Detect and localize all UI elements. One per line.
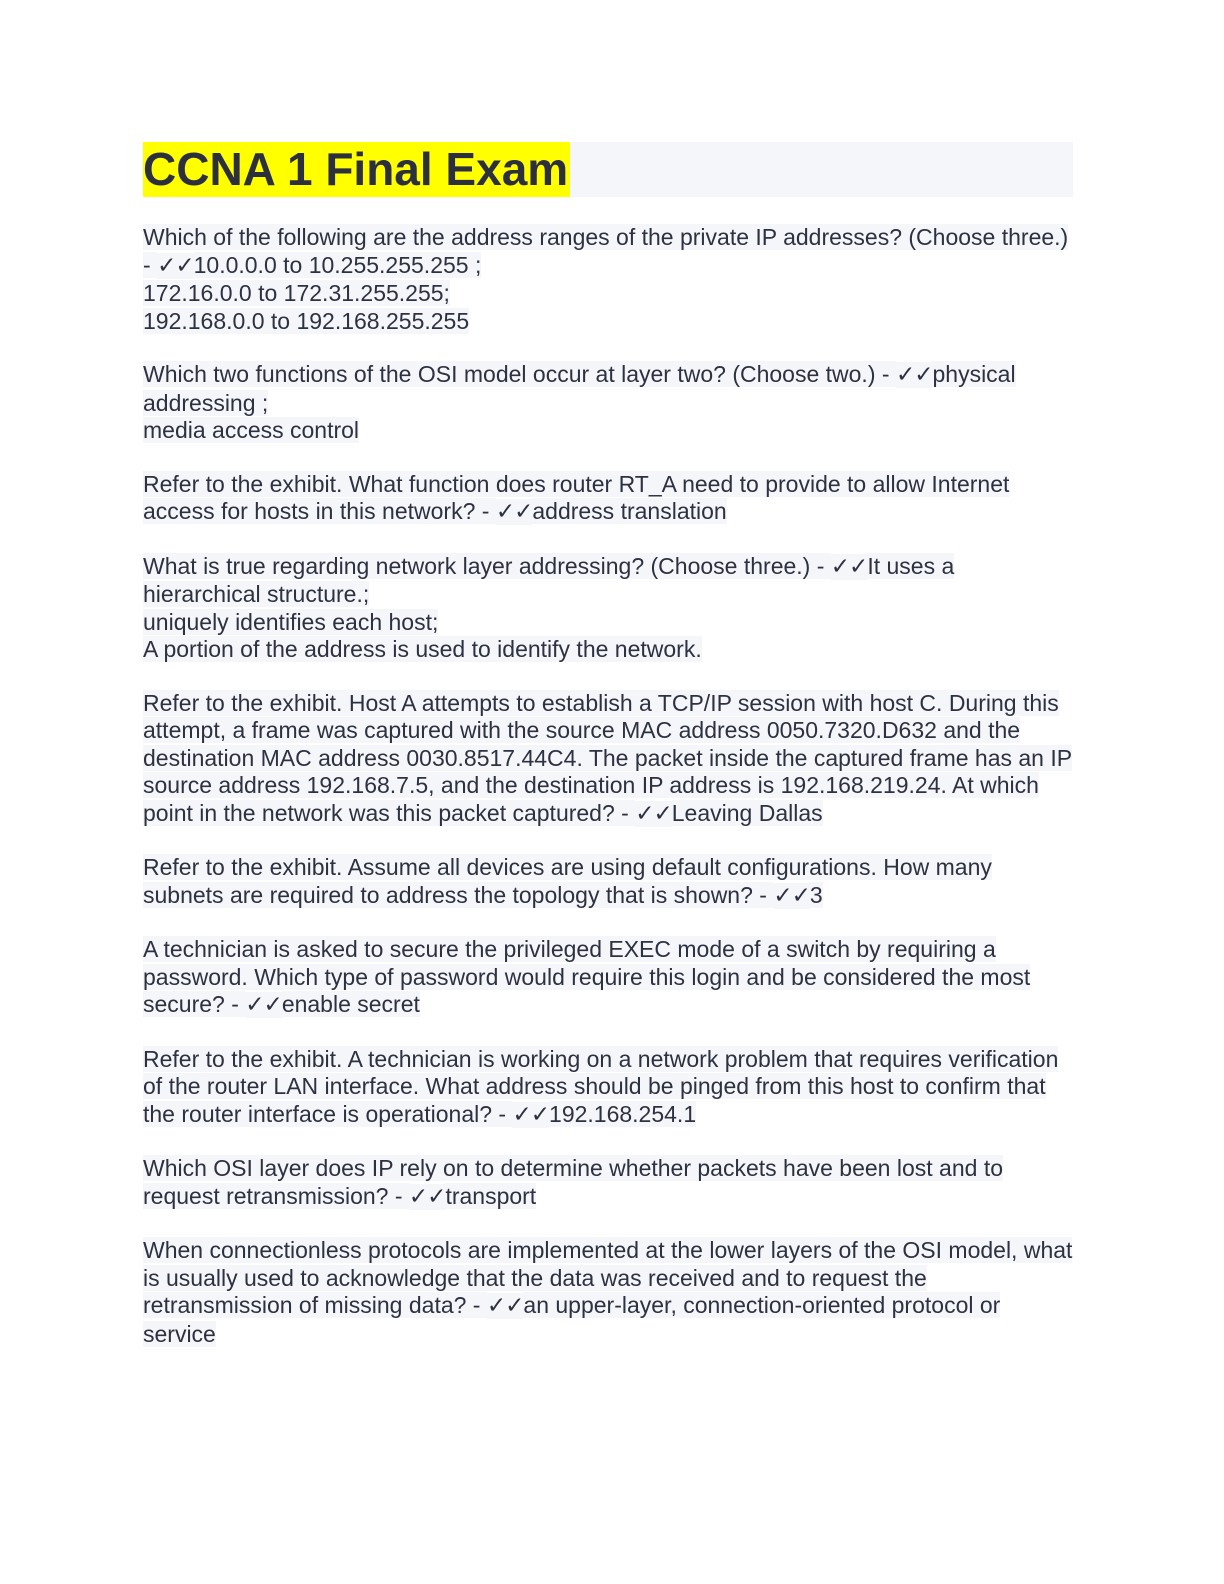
checkmark-icon: ✓✓ xyxy=(245,992,282,1018)
answer-text: 192.168.0.0 to 192.168.255.255 xyxy=(143,307,470,334)
page-title: CCNA 1 Final Exam xyxy=(143,143,569,195)
qa-list xyxy=(143,224,1073,1348)
checkmark-icon: ✓✓ xyxy=(895,362,933,388)
question-text: Which two functions of the OSI model occur at layer two? (Choose two.) - xyxy=(143,361,896,387)
qa-item xyxy=(143,690,1073,829)
checkmark-icon: ✓✓ xyxy=(408,1183,446,1210)
answer-text: Leaving Dallas xyxy=(671,799,823,826)
checkmark-icon: ✓✓ xyxy=(486,1293,524,1319)
qa-item xyxy=(143,1237,1073,1348)
question-text: Refer to the exhibit. A technician is working on a network problem that requires verification of the router LAN interface. What address should be pinged from this host to confirm that the router interface is operational? - xyxy=(143,1045,1059,1127)
answer-text: 3 xyxy=(809,881,823,908)
answer-text: 10.0.0.0 to 10.255.255.255 ; xyxy=(193,251,482,278)
question-text: Refer to the exhibit. What function does router RT_A need to provide to allow Internet access for hosts in this network? - xyxy=(143,470,1010,524)
answer-text: It uses a hierarchical structure.; xyxy=(143,552,955,607)
qa-item xyxy=(143,854,1073,910)
answer-text: physical addressing ; xyxy=(143,361,1016,416)
title-bar xyxy=(143,142,1073,197)
question-text: Refer to the exhibit. Assume all devices are using default configurations. How many subnets are required to address the topology that is shown? - xyxy=(143,854,992,908)
document-page xyxy=(143,142,1073,1374)
answer-text: 192.168.254.1 xyxy=(549,1100,697,1127)
qa-item xyxy=(143,1046,1073,1130)
checkmark-icon: ✓✓ xyxy=(157,252,194,279)
question-text: Which OSI layer does IP rely on to determine whether packets have been lost and to request retransmission? - xyxy=(143,1155,1003,1209)
checkmark-icon: ✓✓ xyxy=(495,499,533,525)
checkmark-icon: ✓✓ xyxy=(773,882,810,909)
question-text: Refer to the exhibit. Host A attempts to establish a TCP/IP session with host C. During this attempt, a frame was captured with the source MAC address 0050.7320.D632 and the destination MAC address 0030.8517.44C4. The packet inside the captured frame has an IP source address 192.168.7.5, and the destination IP address is 192.168.219.24. At which point in the network was this packet captured? - xyxy=(143,689,1073,826)
question-text: A technician is asked to secure the privileged EXEC mode of a switch by requiring a password. Which type of password would require this login and be considered the most secure? - xyxy=(143,936,1031,1017)
answer-text: enable secret xyxy=(281,991,420,1017)
question-text: When connectionless protocols are implemented at the lower layers of the OSI model, what is usually used to acknowledge that the data was received and to request the retransmission of missing data? - xyxy=(143,1237,1073,1318)
answer-text: 172.16.0.0 to 172.31.255.255; xyxy=(143,280,450,306)
qa-item xyxy=(143,936,1073,1020)
qa-item xyxy=(143,361,1073,445)
qa-item xyxy=(143,224,1073,335)
question-text: What is true regarding network layer addressing? (Choose three.) - xyxy=(143,552,831,579)
answer-text: A portion of the address is used to identify the network. xyxy=(143,636,702,662)
answer-text: transport xyxy=(445,1182,537,1209)
answer-text: uniquely identifies each host; xyxy=(143,608,439,635)
answer-text: media access control xyxy=(143,417,360,443)
checkmark-icon: ✓✓ xyxy=(635,800,672,827)
checkmark-icon: ✓✓ xyxy=(512,1101,550,1128)
answer-text: an upper-layer, connection-oriented protocol or service xyxy=(143,1292,1001,1347)
checkmark-icon: ✓✓ xyxy=(830,553,868,580)
answer-text: address translation xyxy=(532,498,727,524)
question-text: Which of the following are the address ranges of the private IP addresses? (Choose three.) - xyxy=(143,224,1069,278)
qa-item xyxy=(143,553,1073,664)
qa-item xyxy=(143,471,1073,527)
qa-item xyxy=(143,1155,1073,1211)
